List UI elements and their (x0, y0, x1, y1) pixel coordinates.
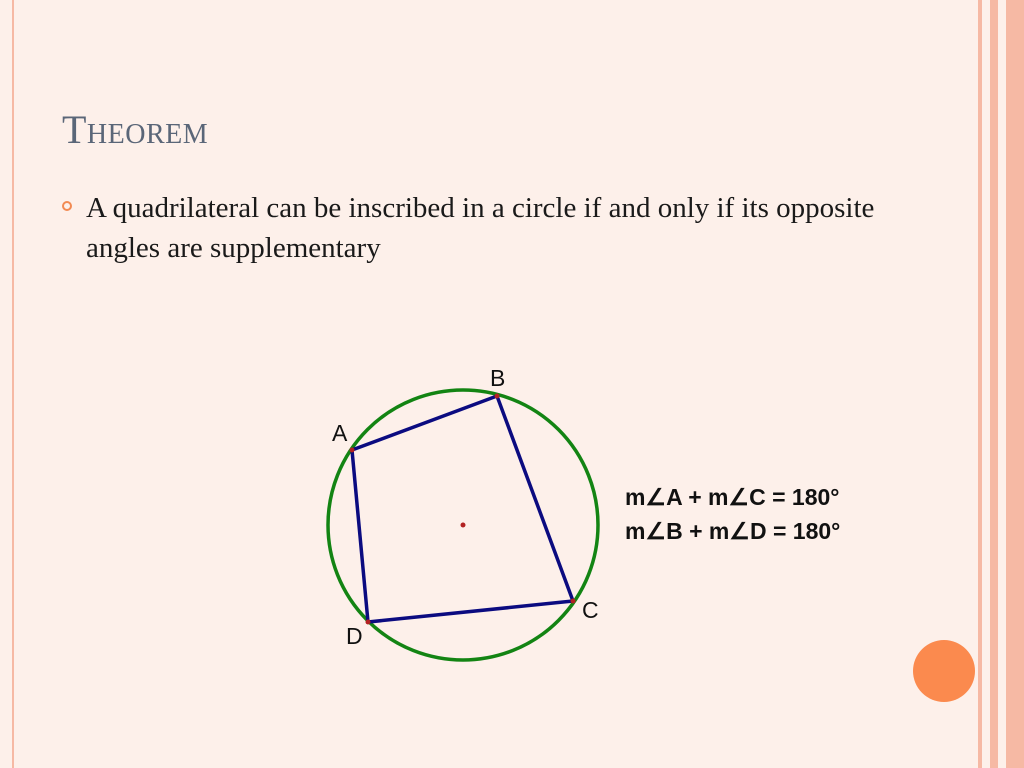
vertex-d-point (366, 620, 371, 625)
vertex-label-c: C (582, 597, 599, 623)
vertex-b-point (495, 394, 500, 399)
vertex-a-point (350, 448, 355, 453)
equation-b-d: m∠B + m∠D = 180° (625, 518, 841, 544)
decorative-orange-circle (913, 640, 975, 702)
quadrilateral-abcd (352, 396, 573, 622)
vertex-label-a: A (332, 420, 348, 446)
vertex-label-d: D (346, 623, 363, 649)
vertex-label-b: B (490, 365, 506, 391)
equation-a-c: m∠A + m∠C = 180° (625, 484, 840, 510)
vertex-c-point (571, 599, 576, 604)
bullet-text: A quadrilateral can be inscribed in a circle if and only if its opposite angles are supplementary (86, 192, 875, 264)
center-point (461, 523, 466, 528)
slide-title: Theorem (62, 107, 209, 152)
